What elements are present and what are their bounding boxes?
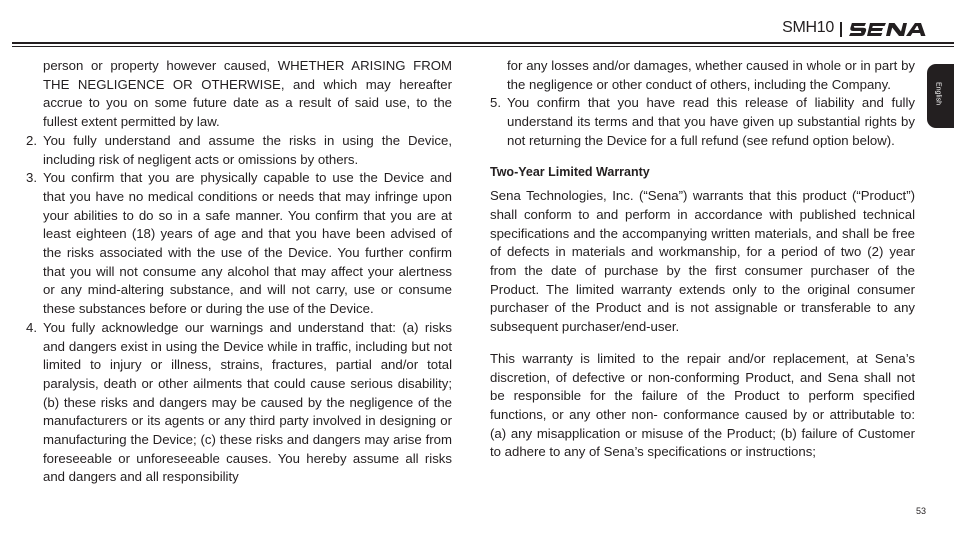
list-text: You confirm that you are physically capable to use the Device and that you have no medical conditions or needs that may infringe upon your abilities to do so in a safe manner. You confirm that you are at least eighteen (18) years of age and that you have been advised of the risks associated with the use of the Device. You further confirm that you will not consume any alcohol that may affect your alertness or any mind-altering substance, and will not carry, use or consume these substances before or during the use of the Device. [43,170,452,317]
list-text: You fully acknowledge our warnings and understand that: (a) risks and dangers exist in using the Device while in traffic, including but not limited to injury or illness, strains, fractures, partial and/or total paralysis, death or other ailments that could cause serious disability; (b) these risks and dangers may be caused by the negligence of the manufacturers or its agents or any third party involved in designing or manufacturing the Device; (c) these risks and dangers may arise from foreseeable or unforeseeable causes. You hereby assume all risks and dangers and all responsibility [43,319,452,485]
paragraph-gap [490,337,915,350]
list-number: 4. [26,319,37,335]
list-number: 5. [490,95,501,111]
continuation-paragraph: for any losses and/or damages, whether caused in whole or in part by the negligence or other conduct of others, including the Company. [507,58,915,92]
warranty-paragraph: Sena Technologies, Inc. (“Sena”) warrants that this product (“Product”) shall conform to and perform in accordance with published technical specifications and the accompanying written materials, and shall be free of defects in materials and workmanship, for a period of two (2) year from the date of purchase by the first consumer purchaser of the Product. The limited warranty extends only to the original consumer purchaser of the Product and is not assignable or transferable to any subsequent purchaser/end-user. [490,188,915,335]
sena-logo [849,22,927,37]
page-number: 53 [916,506,927,516]
right-column [490,57,915,462]
list-item [26,319,452,487]
list-number: 3. [26,170,37,186]
list-item [26,132,452,169]
model-name: SMH10 [782,19,834,36]
left-column [26,57,452,487]
section-heading: Two-Year Limited Warranty [490,164,650,179]
page-header [0,0,954,48]
list-text: You fully understand and assume the risks in using the Device, including risk of negligent acts or omissions by others. [43,132,452,167]
warranty-paragraph: This warranty is limited to the repair and/or replacement, at Sena’s discretion, of defective or non-conforming Product, and Sena shall not be responsible for the failure of the Product to perform specified functions, or any other non- conformance caused by or attributable to: (a) any misapplication or misuse of the Product; (b) failure of Customer to adhere to any of Sena’s specifications or instructions; [490,350,915,460]
language-tab-label: English [934,82,942,105]
header-rule-thin [12,46,954,47]
header-separator [840,22,842,37]
list-text: You confirm that you have read this release of liability and fully understand its terms and that you have given up substantial rights by not returning the Device for a full refund (see refund option below). [507,95,915,148]
header-rule [12,42,954,44]
list-number: 2. [26,132,37,148]
continuation-paragraph: person or property however caused, WHETHER ARISING FROM THE NEGLIGENCE OR OTHERWISE, and which may hereafter accrue to you on some future date as a result of said use, to the fullest extent permitted by law. [43,58,452,130]
list-item [490,94,915,150]
list-item [26,169,452,319]
